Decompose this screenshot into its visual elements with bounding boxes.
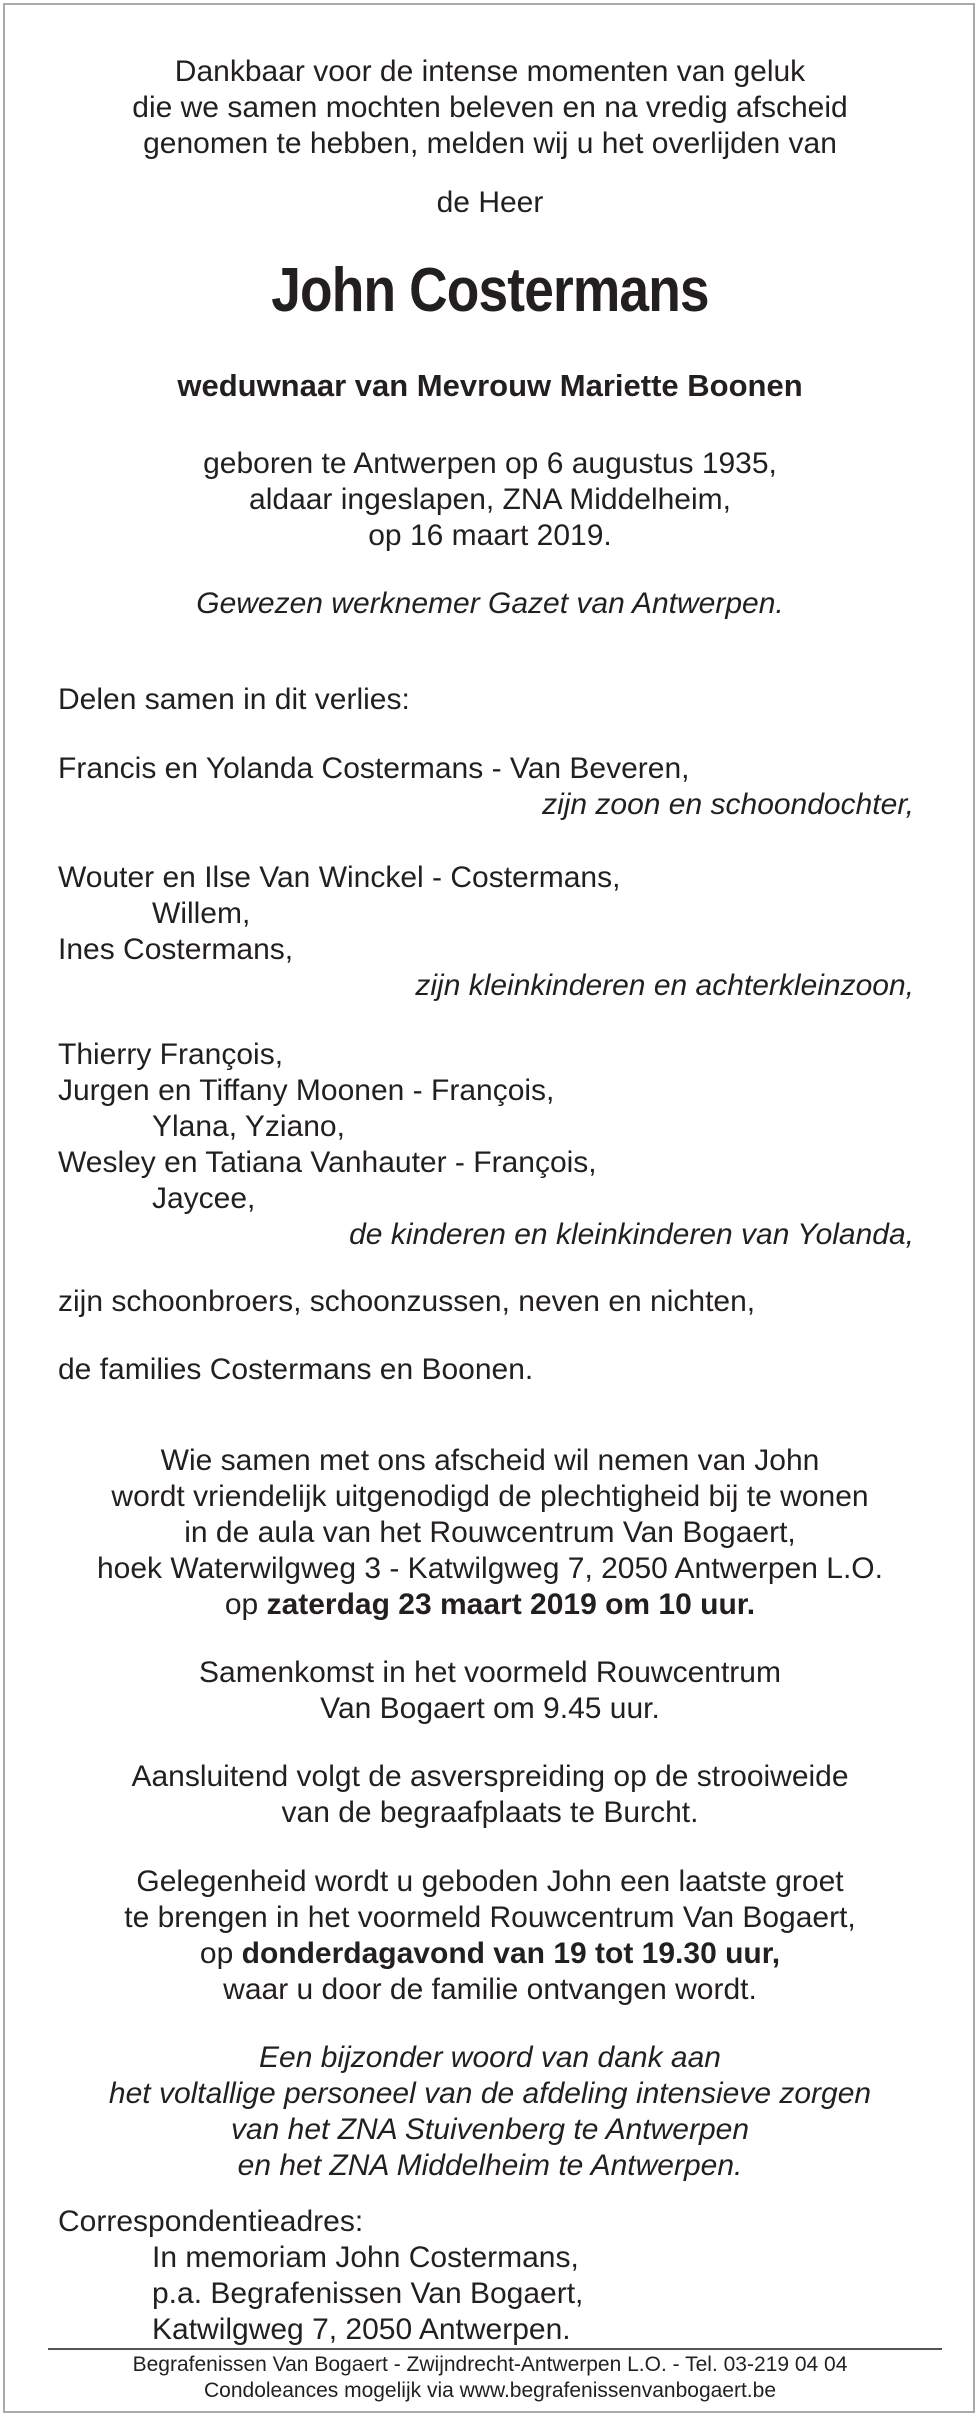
thanks-line-4: en het ZNA Middelheim te Antwerpen.	[237, 2149, 743, 2182]
footer-line-1: Begrafenissen Van Bogaert - Zwijndrecht-Antwerpen L.O. - Tel. 03-219 04 04	[132, 2353, 848, 2376]
footer-divider	[48, 2348, 942, 2350]
ceremony-line-2: wordt vriendelijk uitgenodigd de plechtigheid bij te wonen	[111, 1480, 869, 1513]
thanks-line-3: van het ZNA Stuivenberg te Antwerpen	[230, 2113, 750, 2146]
visit-date-line	[0, 1936, 980, 1972]
mourners-intro: Delen samen in dit verlies:	[58, 683, 410, 716]
birth-line-2: aldaar ingeslapen, ZNA Middelheim,	[249, 483, 731, 516]
address-line-2: p.a. Begrafenissen Van Bogaert,	[152, 2277, 584, 2310]
birth-line-3: op 16 maart 2019.	[368, 519, 612, 552]
visit-line-1: Gelegenheid wordt u geboden John een laatste groet	[136, 1865, 844, 1898]
family-great-grandchild: Willem,	[152, 897, 251, 930]
visit-date-prefix: op	[199, 1937, 234, 1970]
intro-line-3: genomen te hebben, melden wij u het overlijden van	[143, 127, 837, 160]
family-grandchild-2: Ines Costermans,	[58, 933, 294, 966]
ceremony-line-3: in de aula van het Rouwcentrum Van Bogaert,	[184, 1516, 796, 1549]
family-yolanda-grandchild-2: Jaycee,	[152, 1182, 256, 1215]
ceremony-date-prefix: op	[224, 1588, 259, 1621]
family-yolanda-child-3: Wesley en Tatiana Vanhauter - François,	[58, 1146, 597, 1179]
family-son-role: zijn zoon en schoondochter,	[542, 788, 914, 821]
thanks-line-2: het voltallige personeel van de afdeling intensieve zorgen	[108, 2077, 872, 2110]
thanks-line-1: Een bijzonder woord van dank aan	[259, 2041, 721, 2074]
visit-line-2: te brengen in het voormeld Rouwcentrum Van Bogaert,	[124, 1901, 856, 1934]
gathering-line-2: Van Bogaert om 9.45 uur.	[320, 1692, 660, 1725]
address-line-3: Katwilgweg 7, 2050 Antwerpen.	[152, 2313, 571, 2346]
family-grandchildren-role: zijn kleinkinderen en achterkleinzoon,	[415, 969, 914, 1002]
ceremony-line-4: hoek Waterwilgweg 3 - Katwilgweg 7, 2050 Antwerpen L.O.	[97, 1552, 883, 1585]
family-yolanda-child-1: Thierry François,	[58, 1038, 284, 1071]
family-son: Francis en Yolanda Costermans - Van Beveren,	[58, 752, 690, 785]
visit-date: donderdagavond van 19 tot 19.30 uur,	[241, 1937, 781, 1970]
salutation: de Heer	[436, 186, 544, 219]
family-inlaws: zijn schoonbroers, schoonzussen, neven en nichten,	[58, 1285, 756, 1318]
birth-line-1: geboren te Antwerpen op 6 augustus 1935,	[203, 447, 777, 480]
ceremony-date: zaterdag 23 maart 2019 om 10 uur.	[266, 1588, 756, 1621]
footer-line-2: Condoleances mogelijk via www.begrafenissenvanbogaert.be	[203, 2379, 776, 2402]
deceased-name: John Costermans	[271, 256, 709, 325]
intro-line-2: die we samen mochten beleven en na vredig afscheid	[132, 91, 848, 124]
gathering-line-1: Samenkomst in het voormeld Rouwcentrum	[199, 1656, 781, 1689]
spouse-line: weduwnaar van Mevrouw Mariette Boonen	[177, 368, 803, 403]
intro-line-1: Dankbaar voor de intense momenten van geluk	[174, 55, 806, 88]
ceremony-line-1: Wie samen met ons afscheid wil nemen van John	[160, 1444, 820, 1477]
family-grandchild-1: Wouter en Ilse Van Winckel - Costermans,	[58, 861, 621, 894]
family-families: de families Costermans en Boonen.	[58, 1353, 534, 1386]
family-yolanda-grandchildren-1: Ylana, Yziano,	[152, 1110, 345, 1143]
scattering-line-1: Aansluitend volgt de asverspreiding op de strooiweide	[131, 1760, 849, 1793]
occupation: Gewezen werknemer Gazet van Antwerpen.	[196, 587, 784, 620]
ceremony-date-line	[0, 1587, 980, 1623]
address-label: Correspondentieadres:	[58, 2205, 364, 2238]
family-yolanda-child-2: Jurgen en Tiffany Moonen - François,	[58, 1074, 555, 1107]
address-line-1: In memoriam John Costermans,	[152, 2241, 579, 2274]
visit-line-4: waar u door de familie ontvangen wordt.	[223, 1973, 757, 2006]
family-yolanda-role: de kinderen en kleinkinderen van Yolanda,	[349, 1218, 914, 1251]
scattering-line-2: van de begraafplaats te Burcht.	[281, 1796, 699, 1829]
